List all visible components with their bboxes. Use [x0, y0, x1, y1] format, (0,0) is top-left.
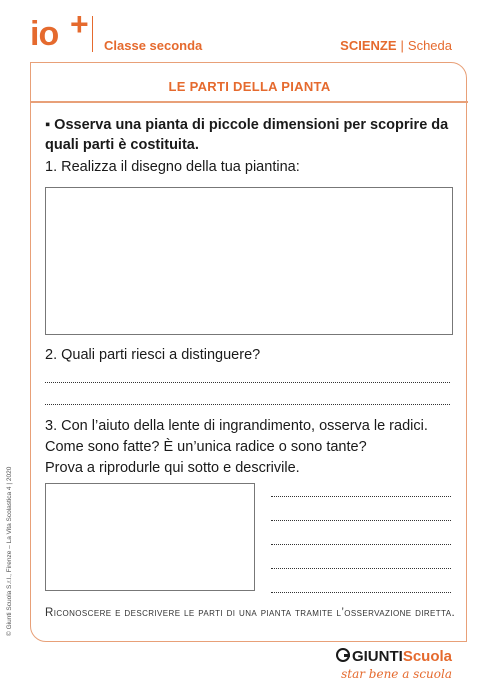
page-header	[0, 0, 500, 62]
subject-name: SCIENZE	[340, 38, 397, 53]
question-3-line-2: Come sono fatte? È un’unica radice o sono tante?	[45, 439, 367, 455]
answer-line[interactable]	[45, 381, 450, 383]
subject-separator: |	[400, 38, 404, 53]
description-line[interactable]	[271, 519, 451, 521]
title-divider	[31, 101, 468, 103]
brand-sub: Scuola	[402, 648, 452, 665]
brand-tagline: star bene a scuola	[341, 667, 452, 681]
question-3	[45, 416, 465, 479]
giunti-g-icon	[336, 648, 350, 662]
copyright-credit: © Giunti Scuola S.r.l., Firenze – La Vita Scolastica 4 | 2020	[6, 466, 13, 636]
doc-type: Scheda	[407, 38, 452, 53]
question-2: 2. Quali parti riesci a distinguere?	[45, 347, 261, 363]
giunti-scuola-logo	[336, 648, 452, 681]
question-3-line-3: Prova a riprodurle qui sotto e descrivile.	[45, 460, 300, 476]
description-line[interactable]	[271, 495, 451, 497]
grade-label: Classe seconda	[104, 38, 203, 53]
io-plus-logo	[30, 6, 90, 54]
description-line[interactable]	[271, 591, 451, 593]
logo-text: io	[30, 15, 59, 53]
brand-line	[336, 648, 452, 666]
drawing-box-plant[interactable]	[45, 187, 453, 335]
question-1: 1. Realizza il disegno della tua piantina:	[45, 159, 300, 175]
drawing-box-roots[interactable]	[45, 483, 255, 591]
worksheet-title: LE PARTI DELLA PIANTA	[168, 79, 331, 94]
subject-label	[340, 38, 452, 53]
learning-objective: Riconoscere e descrivere le parti di una pianta tramite l’osservazione diretta.	[45, 607, 456, 619]
brand-name: GIUNTI	[351, 648, 403, 665]
header-divider	[92, 16, 93, 52]
description-line[interactable]	[271, 567, 451, 569]
intro-instruction: ▪ Osserva una pianta di piccole dimensioni per scoprire da quali parti è costituita.	[45, 117, 449, 153]
plus-icon: +	[70, 6, 89, 42]
worksheet-card	[30, 62, 467, 642]
answer-line[interactable]	[45, 403, 450, 405]
description-line[interactable]	[271, 543, 451, 545]
question-3-line-1: 3. Con l’aiuto della lente di ingrandimento, osserva le radici.	[45, 418, 428, 434]
